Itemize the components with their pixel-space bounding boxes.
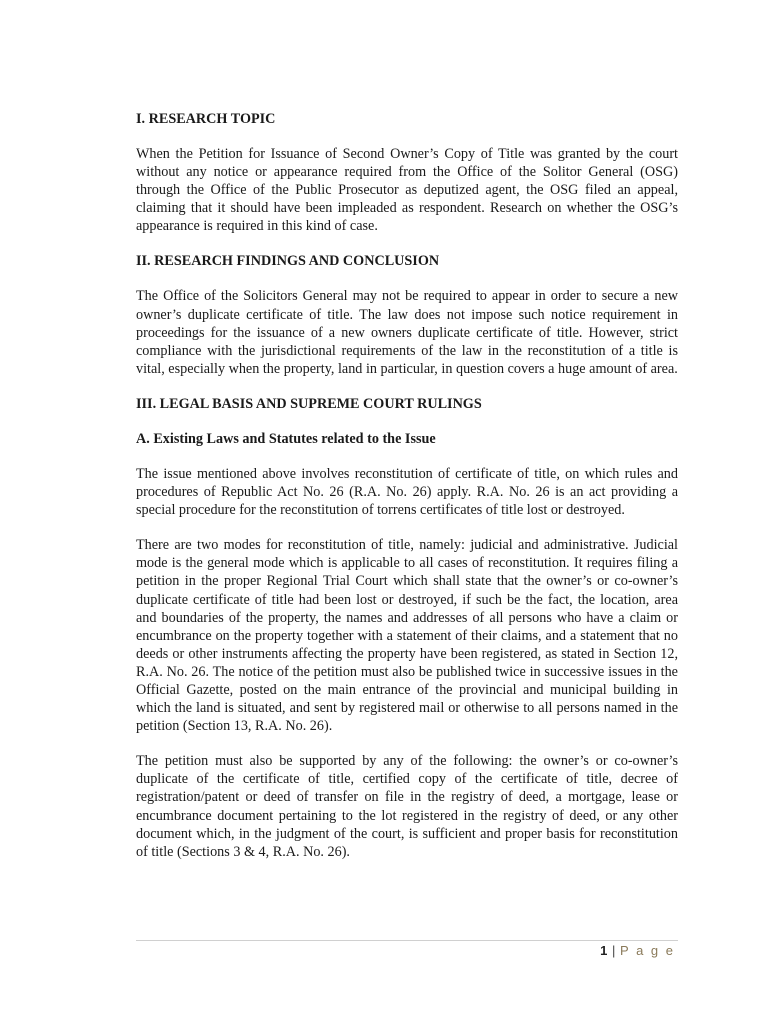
document-body xyxy=(136,110,678,878)
page-footer xyxy=(600,943,675,958)
paragraph-existing-laws-1: The issue mentioned above involves reconstitution of certificate of title, on which rules and procedures of Republic Act No. 26 (R.A. No. 26) apply. R.A. No. 26 is an act providing a special procedure for the reconstitution of torrens certificates of title lost or destroyed. xyxy=(136,465,678,519)
paragraph-existing-laws-3: The petition must also be supported by any of the following: the owner’s or co-owner’s duplicate of the certificate of title, certified copy of the certificate of title, decree of registration/patent or deed of transfer on file in the registry of deed, a mortgage, lease or encumbrance document pertaining to the lot registered in the registry of deed, or any other document which, in the judgment of the court, is sufficient and proper basis for reconstitution of title (Sections 3 & 4, R.A. No. 26). xyxy=(136,753,678,860)
paragraph-existing-laws-2: There are two modes for reconstitution of title, namely: judicial and administrative. Judicial mode is the general mode which is applicable to all cases of reconstitution. It requires filing a petition in the proper Regional Trial Court which shall state that the owner’s or co-owner’s duplicate certificate of title had been lost or destroyed, if such be the fact, the location, area and boundaries of the property, the names and addresses of all persons who have a claim or encumbrance on the property together with a statement of their claims, and a statement that no deeds or other instruments affecting the property have been registered, as stated in Section 12, R.A. No. 26. The notice of the petition must also be published twice in successive issues in the Official Gazette, posted on the main entrance of the provincial and municipal building in which the land is situated, and sent by registered mail or otherwise to all persons named in the petition (Section 13, R.A. No. 26). xyxy=(136,537,678,735)
footer-separator: | xyxy=(612,943,616,958)
section-heading-findings: II. RESEARCH FINDINGS AND CONCLUSION xyxy=(136,253,440,270)
page-label: P a g e xyxy=(620,943,675,958)
footer-divider xyxy=(136,940,678,941)
paragraph-findings: The Office of the Solicitors General may not be required to appear in order to secure a new owner’s duplicate certificate of title. The law does not impose such notice requirement in proceedings for the issuance of a new owners duplicate certificate of title. However, strict compliance with the jurisdictional requirements of the law in the reconstitution of a title is vital, especially when the property, land in particular, in question covers a huge amount of area. xyxy=(136,288,678,377)
page-number: 1 xyxy=(600,943,608,958)
section-heading-legal-basis: III. LEGAL BASIS AND SUPREME COURT RULINGS xyxy=(136,395,482,412)
section-heading-research-topic: I. RESEARCH TOPIC xyxy=(136,111,276,127)
paragraph-research-topic: When the Petition for Issuance of Second Owner’s Copy of Title was granted by the court without any notice or appearance required from the Office of the Solitor General (OSG) through the Office of the Public Prosecutor as deputized agent, the OSG filed an appeal, claiming that it should have been impleaded as respondent. Research on whether the OSG’s appearance is required in this kind of case. xyxy=(136,146,678,235)
subsection-heading-existing-laws: A. Existing Laws and Statutes related to the Issue xyxy=(136,430,436,447)
